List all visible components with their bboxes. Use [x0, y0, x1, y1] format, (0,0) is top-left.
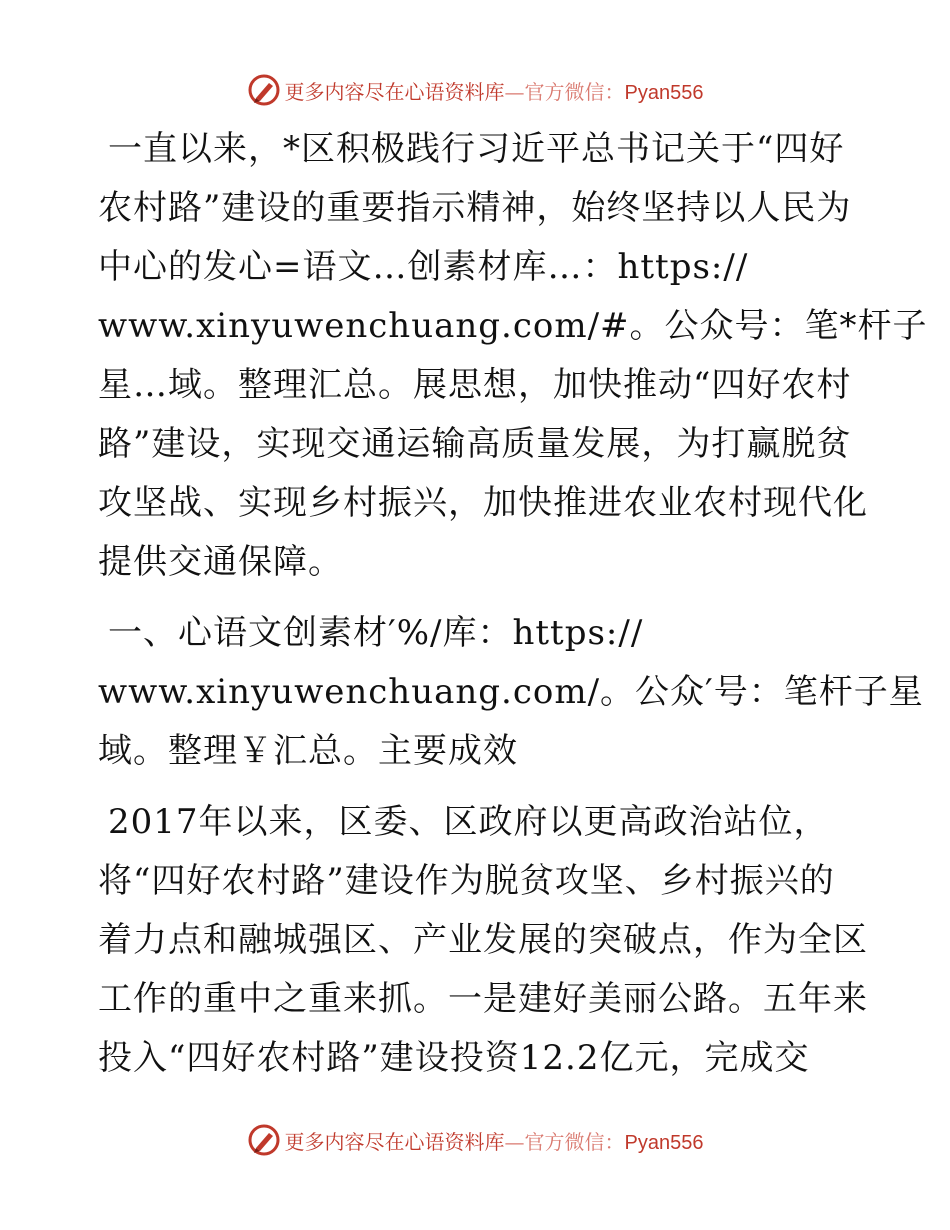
text-line: 攻坚战、实现乡村振兴，加快推进农业农村现代化 — [98, 483, 868, 523]
pen-circle-icon — [247, 1123, 281, 1157]
paragraph-section-heading — [98, 604, 924, 781]
banner-text — [285, 76, 704, 105]
banner-text — [285, 1126, 704, 1155]
paragraph-achievements — [98, 793, 868, 1088]
text-line: www.xinyuwenchuang.com/#。公众号：笔*杆子 — [98, 306, 928, 346]
header-banner — [0, 70, 950, 110]
banner-dash-text: —官方微信： — [504, 1129, 625, 1154]
text-line: 一直以来，*区积极践行习近平总书记关于“四好 — [108, 129, 845, 169]
banner-main-text: 更多内容尽在心语资料库 — [284, 1129, 505, 1154]
banner-dash-text: —官方微信： — [504, 79, 625, 104]
text-line: 2017年以来，区委、区政府以更高政治站位， — [108, 802, 829, 842]
banner-wechat-id: Pyan556 — [624, 81, 704, 104]
text-line: 一、心语文创素材′%/库：https:// — [108, 613, 644, 653]
text-line: 路”建设，实现交通运输高质量发展，为打赢脱贫 — [98, 424, 852, 464]
footer-banner — [0, 1120, 950, 1160]
paragraph-intro — [98, 120, 928, 592]
text-line: www.xinyuwenchuang.com/。公众′号：笔杆子星 — [98, 672, 924, 712]
banner-main-text: 更多内容尽在心语资料库 — [284, 79, 505, 104]
text-line: 将“四好农村路”建设作为脱贫攻坚、乡村振兴的 — [98, 861, 835, 901]
pen-circle-icon — [247, 73, 281, 107]
text-line: 投入“四好农村路”建设投资12.2亿元，完成交 — [98, 1038, 810, 1078]
text-line: 工作的重中之重来抓。一是建好美丽公路。五年来 — [98, 979, 868, 1019]
text-line: 着力点和融城强区、产业发展的突破点，作为全区 — [98, 920, 868, 960]
text-line: 星…域。整理汇总。展思想，加快推动“四好农村 — [98, 365, 852, 405]
document-body — [98, 120, 928, 1100]
text-line: 中心的发心=语文…创素材库…：https:// — [98, 247, 749, 287]
text-line: 提供交通保障。 — [98, 542, 343, 582]
text-line: 域。整理￥汇总。主要成效 — [98, 731, 518, 771]
banner-wechat-id: Pyan556 — [624, 1131, 704, 1154]
text-line: 农村路”建设的重要指示精神，始终坚持以人民为 — [98, 188, 852, 228]
